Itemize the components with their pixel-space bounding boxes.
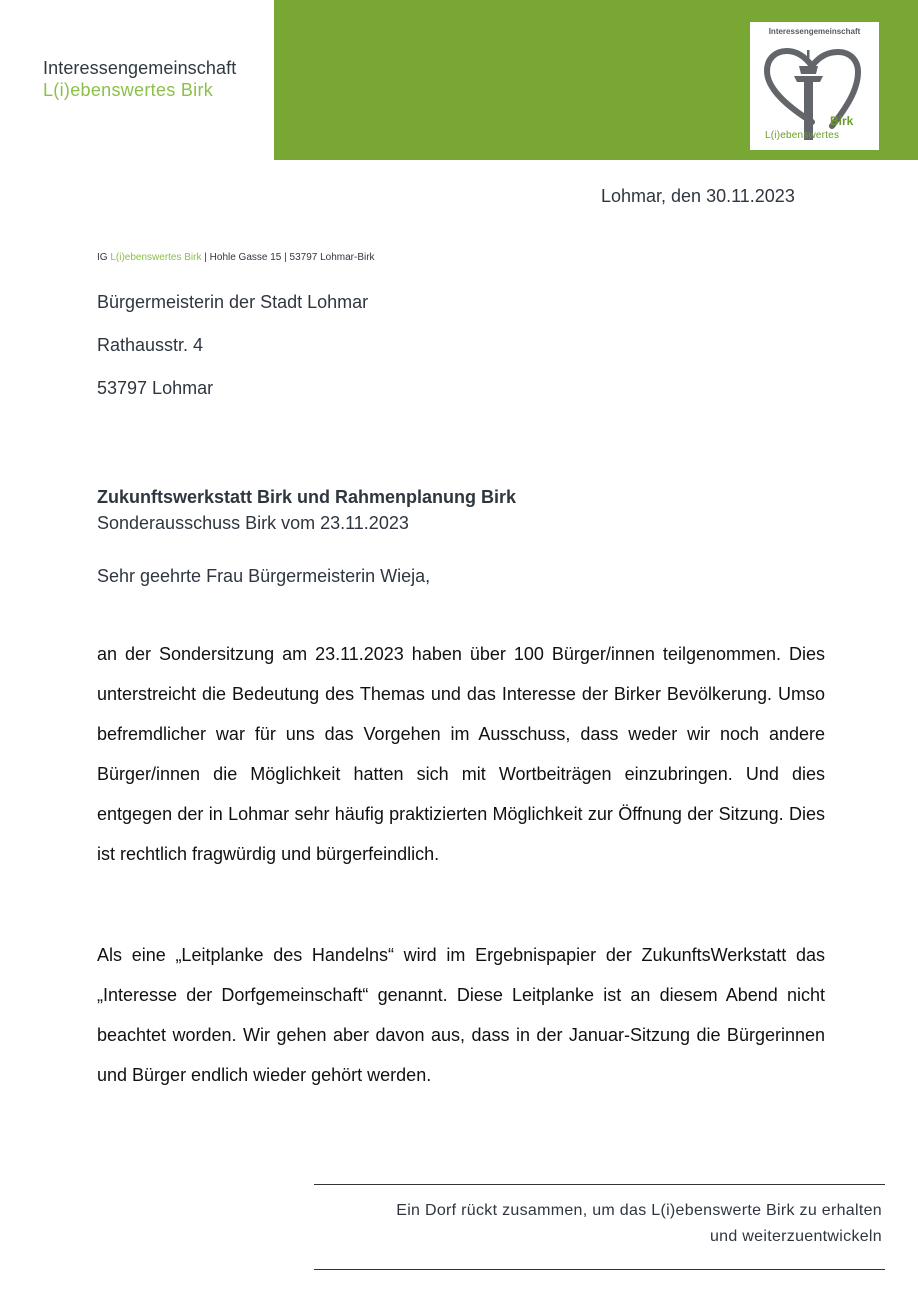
logo-top-text: Interessengemeinschaft [768, 27, 861, 36]
recipient-line3: 53797 Lohmar [97, 378, 214, 398]
organization-name-line1: Interessengemeinschaft [43, 58, 237, 78]
footer-divider-top [314, 1184, 885, 1185]
recipient-line2: Rathausstr. 4 [97, 335, 204, 355]
logo-birk-text: Birk [830, 114, 854, 128]
recipient-line1: Bürgermeisterin der Stadt Lohmar [97, 292, 369, 312]
footer-motto-line1: Ein Dorf rückt zusammen, um das L(i)ebenswerte Birk zu erhalten [396, 1202, 882, 1219]
footer-divider-bottom [314, 1269, 885, 1270]
sender-prefix: IG [97, 252, 111, 263]
footer-motto [396, 1198, 882, 1250]
letter-subject: Zukunftswerkstatt Birk und Rahmenplanung Birk [97, 487, 517, 507]
sender-address-line [97, 252, 375, 263]
salutation: Sehr geehrte Frau Bürgermeisterin Wieja, [97, 566, 431, 586]
organization-name [43, 57, 236, 101]
logo-liebenswertes-text: L(i)ebenswertes [765, 130, 840, 141]
place-date: Lohmar, den 30.11.2023 [601, 186, 795, 206]
organization-name-line2: L(i)ebenswertes Birk [43, 80, 214, 100]
letter-subject-sub: Sonderausschuss Birk vom 23.11.2023 [97, 513, 409, 533]
sender-name: L(i)ebenswertes Birk [110, 252, 202, 263]
organization-logo [750, 22, 879, 150]
sender-address: | Hohle Gasse 15 | 53797 Lohmar-Birk [201, 252, 375, 263]
body-paragraph-2: Als eine „Leitplanke des Handelns“ wird im Ergebnispapier der ZukunftsWerkstatt das „Interesse der Dorfgemeinschaft“ genannt. Diese Leitplanke ist an diesem Abend nicht beachtet worden. Wir gehen aber davon aus, dass in der Januar-Sitzung die Bürgerinnen und Bürger endlich wieder gehört werden. [97, 945, 825, 1085]
footer-motto-line2: und weiterzuentwickeln [709, 1228, 882, 1245]
body-paragraph-1: an der Sondersitzung am 23.11.2023 haben über 100 Bürger/innen teilgenommen. Dies unterstreicht die Bedeutung des Themas und das Interesse der Birker Bevölkerung. Umso befremdlicher war für uns das Vorgehen im Ausschuss, dass weder wir noch andere Bürger/innen die Möglichkeit hatten sich mit Wortbeiträgen einzubringen. Und dies entgegen der in Lohmar sehr häufig praktizierten Möglichkeit zur Öffnung der Sitzung. Dies ist rechtlich fragwürdig und bürgerfeindlich. [97, 644, 825, 864]
